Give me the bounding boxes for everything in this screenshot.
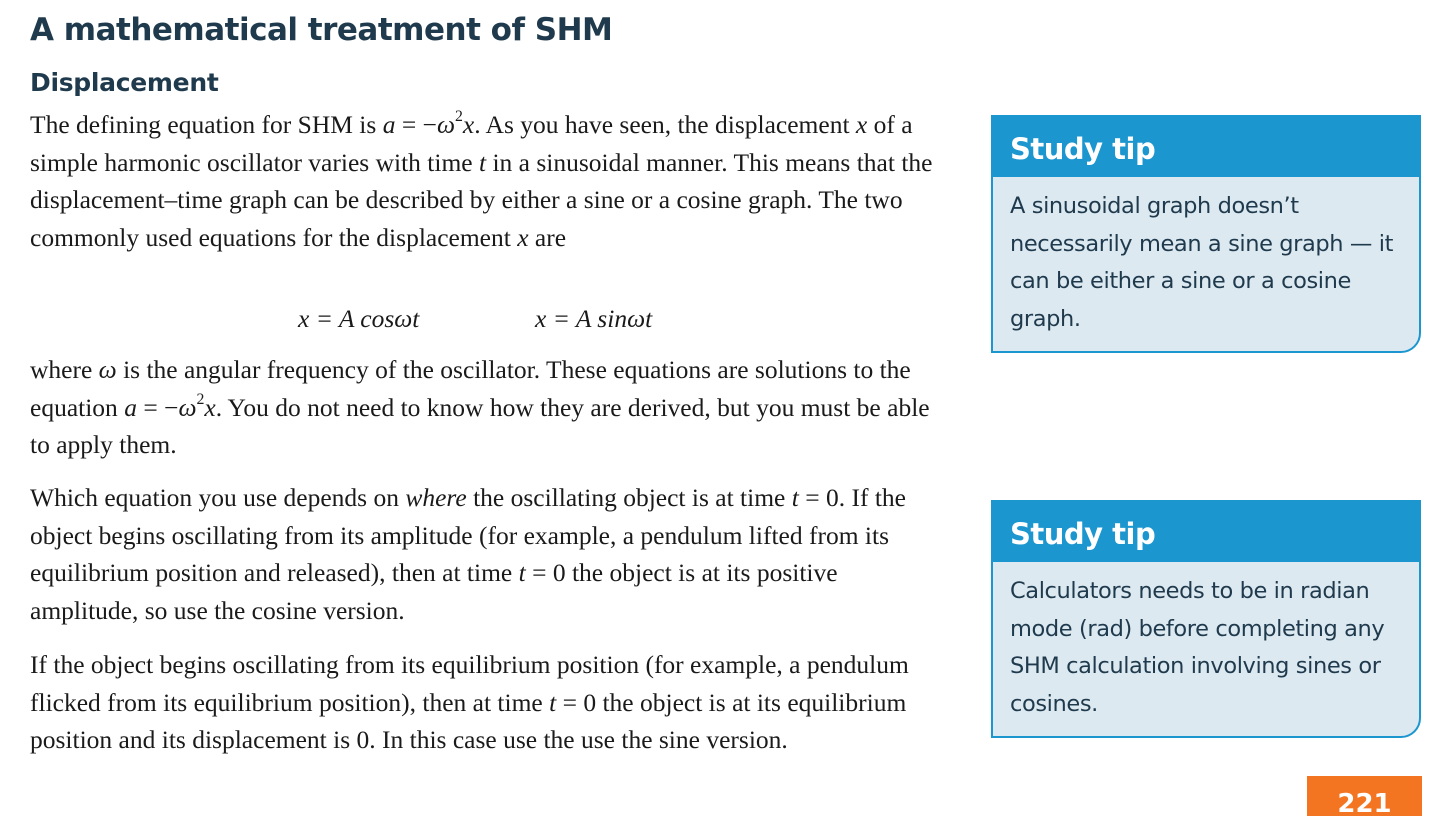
study-tip-body: Calculators needs to be in radian mode (rad) before completing any SHM calculation involving sines or cosines. bbox=[1010, 578, 1385, 717]
study-tip-box bbox=[991, 115, 1421, 353]
page-title: A mathematical treatment of SHM bbox=[30, 12, 613, 48]
study-tip-title: Study tip bbox=[1010, 517, 1156, 551]
study-tip-box bbox=[991, 500, 1421, 738]
study-tip-title: Study tip bbox=[1010, 132, 1156, 166]
paragraph-defining-equation: The defining equation for SHM is $a = -\omega^2x$. As you have seen, the displacement x of a simple harmonic oscillator varies with time t in a sinusoidal manner. This means that the displacement–time graph can be described by either a sine or a cosine graph. The two commonly used equations for the displacement x are bbox=[30, 108, 933, 252]
study-tip-header bbox=[993, 117, 1419, 177]
study-tip-body: A sinusoidal graph doesn’t necessarily mean a sine graph — it can be either a sine or a cosine graph. bbox=[1010, 193, 1394, 332]
section-heading: Displacement bbox=[30, 68, 219, 97]
cosine-equation: x = A cosωt bbox=[298, 304, 420, 333]
study-tip-header bbox=[993, 502, 1419, 562]
paragraph-equilibrium-start: If the object begins oscillating from its equilibrium position (for example, a pendulum flicked from its equilibrium position), then at time t = 0 the object is at its equilibrium position and its displacement is 0. In this case use the use the sine version. bbox=[30, 650, 909, 754]
paragraph-angular-frequency: where ω is the angular frequency of the oscillator. These equations are solutions to the equation $a = -\omega^2x$. You do not need to know how they are derived, but you must be able to apply them. bbox=[30, 355, 930, 459]
sine-equation: x = A sinωt bbox=[535, 304, 653, 333]
page-number-tab: 221 bbox=[1307, 776, 1422, 816]
paragraph-choosing-equation: Which equation you use depends on where the oscillating object is at time t = 0. If the object begins oscillating from its amplitude (for example, a pendulum lifted from its equilibrium position and released), then at time t = 0 the object is at its positive amplitude, so use the cosine version. bbox=[30, 483, 907, 625]
